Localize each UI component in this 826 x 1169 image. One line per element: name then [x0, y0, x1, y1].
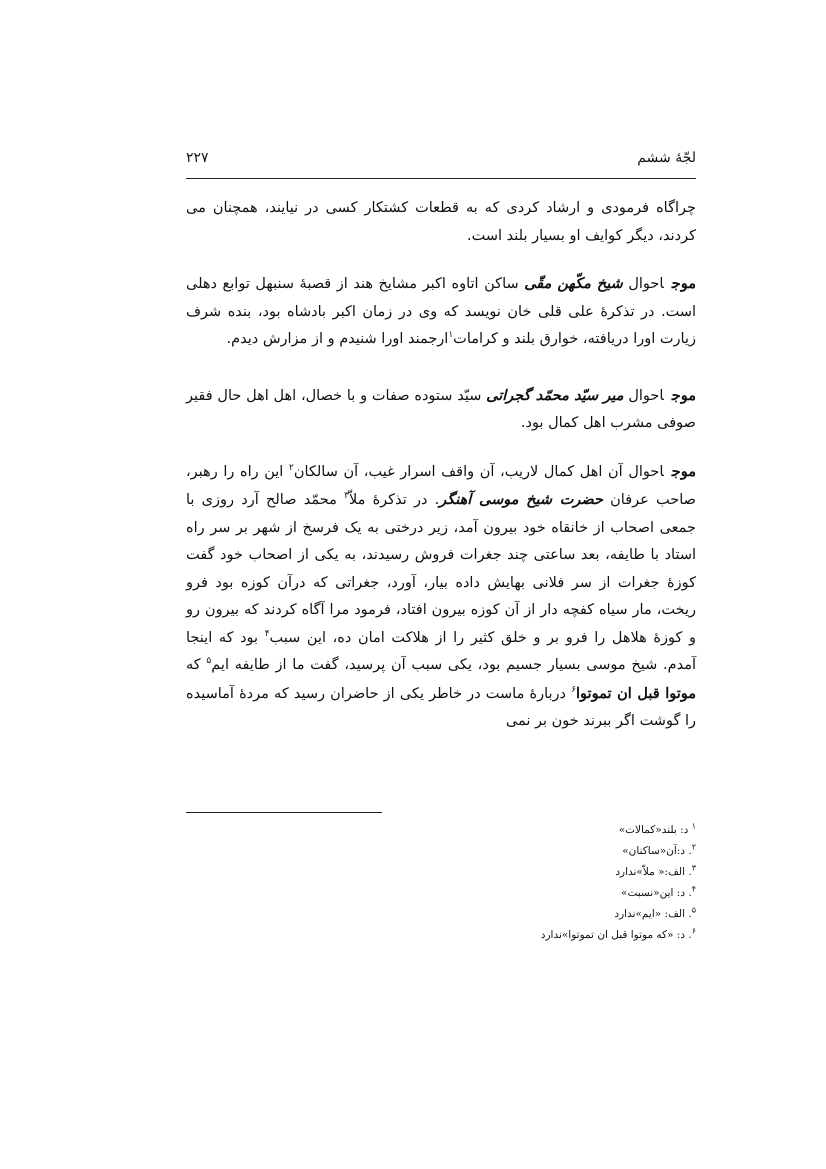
paragraph-text: احوال آن اهل کمال لاریب، آن واقف اسرار غیب، آن سالکان — [293, 463, 664, 480]
footnote-rule — [186, 812, 382, 813]
footnote-number: ۳ — [691, 863, 696, 873]
section-marker: موج — [671, 462, 696, 480]
paragraph-text: احوال — [628, 387, 664, 404]
footnote-text: . الف:« ملاّ»ندارد — [615, 866, 692, 878]
running-header — [186, 150, 696, 178]
paragraph-3 — [186, 382, 696, 438]
paragraph-text: احوال — [628, 276, 664, 292]
footnote-text: . د: این«نسبت» — [621, 887, 692, 899]
footnote-ref[interactable]: ۴ — [264, 628, 270, 639]
footnote-text: . د: «که موتوا قبل ان تموتوا»ندارد — [540, 929, 692, 941]
paragraph-4 — [186, 458, 696, 736]
footnote-text: . الف: «ایم»ندارد — [614, 908, 692, 920]
footnote-number: ۵ — [691, 905, 696, 915]
footnote-number: ۱ — [691, 821, 696, 831]
header-rule — [186, 178, 696, 179]
footnote-ref[interactable]: ۱ — [448, 330, 454, 341]
person-name: شیخ مکّهن مقّی — [524, 275, 623, 292]
running-title: لجّهٔ ششم — [637, 150, 696, 166]
quoted-phrase: موتوا قبل ان تموتوا — [576, 684, 697, 702]
footnote-1 — [186, 820, 696, 841]
paragraph-1 — [186, 195, 696, 250]
footnotes — [186, 820, 696, 946]
person-name: حضرت شیخ موسی آهنگر — [439, 491, 603, 508]
footnote-4 — [186, 883, 696, 904]
footnote-number: ۲ — [691, 842, 696, 852]
paragraph-text: بود که اینجا آمدم. شیخ موسی بسیار جسیم بود، یکی سبب آن پرسید، گفت ما از طایفه ایم — [186, 629, 697, 673]
body-text — [186, 195, 696, 736]
footnote-text: د: بلند«کمالات» — [618, 824, 689, 836]
footnote-text: . د:آن«ساکنان» — [622, 845, 692, 857]
paragraph-2 — [186, 270, 696, 354]
footnote-ref[interactable]: ۲ — [288, 462, 294, 473]
paragraph-text: . در تذکرهٔ ملاّ — [348, 492, 440, 508]
person-name: میر سیّد محمّد گجراتی — [486, 386, 624, 404]
footnote-ref[interactable]: ۶ — [571, 684, 577, 695]
paragraph-text: ارجمند اورا شنیدم و از مزارش دیدم. — [226, 331, 449, 347]
paragraph-text: دربارهٔ ماست در خاطر یکی از حاضران رسید که مردهٔ آماسیده را گوشت اگر ببرند خون بر نمی — [186, 685, 696, 729]
footnote-5 — [186, 904, 696, 925]
paragraph-text: چراگاه فرمودی و ارشاد کردی که به قطعات کشتکار کسی در نیایند، همچنان می کردند، دیگر کوایف او بسیار بلند است. — [186, 200, 696, 244]
paragraph-text: محمّد صالح آرد روزی با جمعی اصحاب از خانقاه خود بیرون آمد، زیر درختی به یک فرسخ از شهر بر سر راه استاد با طایفه، بعد ساعتی چند جغرات فروش رسیدند، به یکی از اصحاب خود گفت کوزهٔ جغرات از سر فلانی بهایش داده بیار، آورد، جغراتی که درآن کوزه بود فرو ریخت، مار سیاه کفچه دار از آن کوزه بیرون افتاد، فرمود مرا آگاه کردند که بیرون رو و کوزهٔ هلاهل را فرو بر و خلق کثیر را از هلاکت امان ده، این سبب — [186, 492, 696, 646]
section-marker: موج — [671, 386, 697, 404]
footnote-ref[interactable]: ۵ — [206, 656, 212, 667]
footnote-6 — [186, 925, 696, 946]
footnote-number: ۶ — [691, 926, 696, 936]
paragraph-text: این راه را رهبر، صاحب عرفان — [186, 463, 696, 508]
footnote-ref[interactable]: ۳ — [344, 491, 349, 502]
paragraph-text: که — [186, 657, 201, 673]
footnote-number: ۴ — [691, 884, 696, 894]
document-page — [186, 150, 697, 941]
page-number: ۲۲۷ — [186, 150, 209, 166]
footnote-2 — [186, 841, 696, 862]
section-marker: موج — [671, 275, 697, 292]
paragraph-text: ساکن اتاوه اکبر مشایخ هند از قصبهٔ سنبهل توابع دهلی است. در تذکرهٔ علی قلی خان نویسد که وی در زمان اکبر بادشاه بود، بنده شرف زیارت اورا دریافته، خوارق بلند و کرامات — [186, 276, 696, 347]
footnote-3 — [186, 862, 696, 883]
paragraph-text: سیّد ستوده صفات و با خصال، اهل اهل حال فقیر صوفی مشرب اهل کمال بود. — [186, 387, 696, 431]
